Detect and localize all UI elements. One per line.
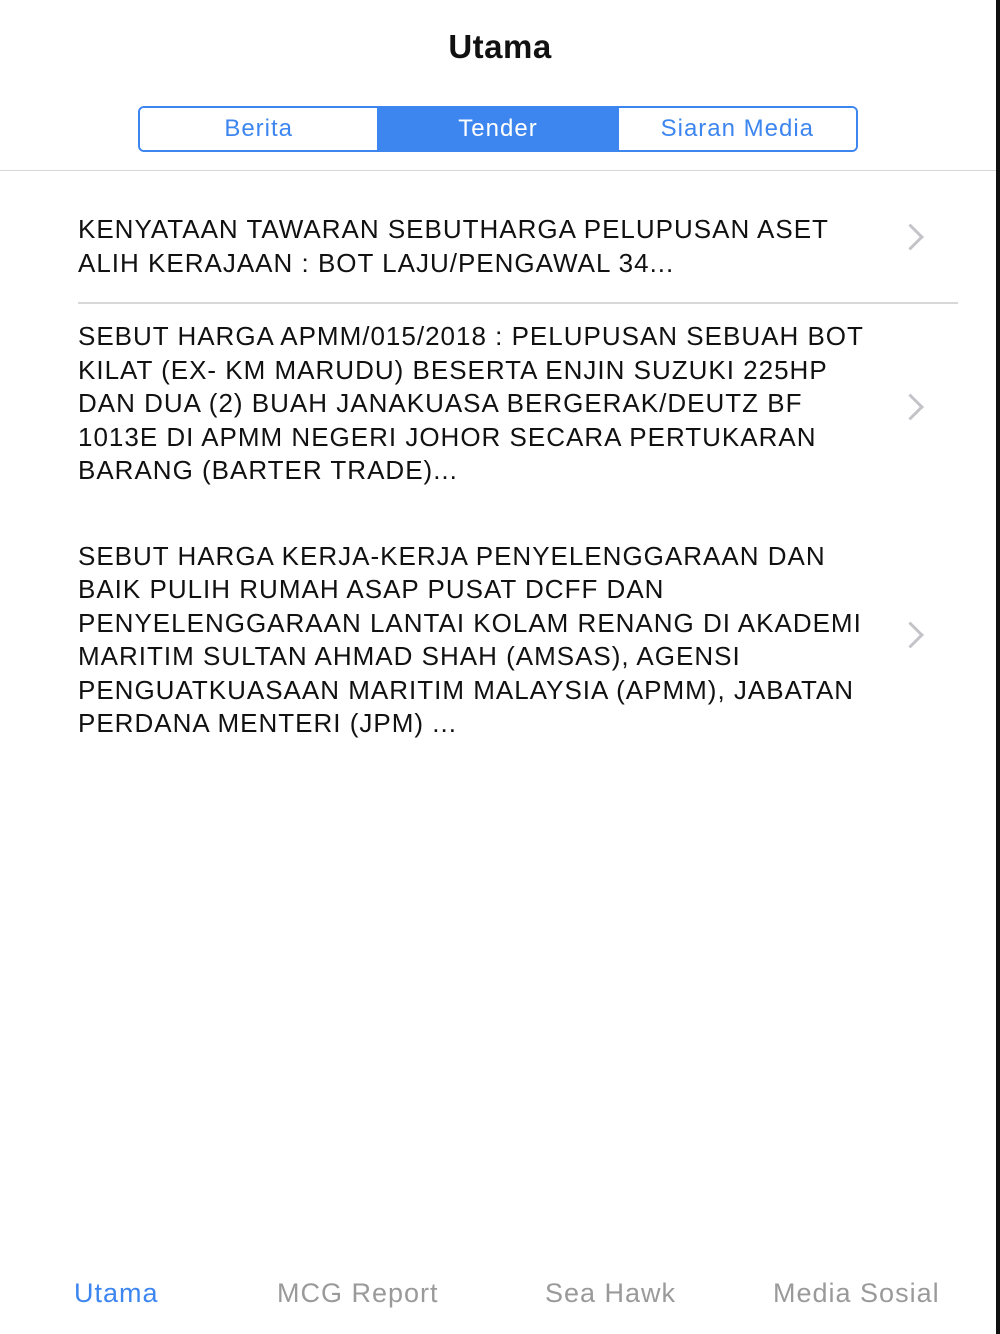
tab-mcg-report[interactable]: MCG Report bbox=[277, 1278, 439, 1308]
navigation-bar bbox=[0, 0, 1000, 171]
tab-sea-hawk[interactable]: Sea Hawk bbox=[545, 1278, 677, 1308]
list-item[interactable] bbox=[78, 510, 958, 761]
list-item-text: SEBUT HARGA KERJA-KERJA PENYELENGGARAAN DAN BAIK PULIH RUMAH ASAP PUSAT DCFF DAN PENYELENGGARAAN LANTAI KOLAM RENANG DI AKADEMI MARITIM SULTAN AHMAD SHAH (AMSAS), AGENSI PENGUATKUASAAN MARITIM MALAYSIA (APMM), JABATAN PERDANA MENTERI (JPM) ... bbox=[78, 540, 862, 738]
list-item[interactable] bbox=[78, 304, 958, 510]
list-item-text: SEBUT HARGA APMM/015/2018 : PELUPUSAN SEBUAH BOT KILAT (EX- KM MARUDU) BESERTA ENJIN SUZUKI 225HP DAN DUA (2) BUAH JANAKUASA BERGERAK/DEUTZ BF 1013E DI APMM NEGERI JOHOR SECARA PERTUKARAN BARANG (BARTER TRADE)... bbox=[78, 321, 864, 485]
chevron-right-icon bbox=[897, 622, 924, 649]
window-edge bbox=[996, 0, 1000, 1334]
segment-siaran-media[interactable]: Siaran Media bbox=[617, 108, 856, 150]
tab-utama[interactable]: Utama bbox=[74, 1278, 159, 1308]
tender-list bbox=[0, 171, 1000, 761]
segment-tender[interactable]: Tender bbox=[377, 108, 616, 150]
list-item[interactable] bbox=[78, 171, 958, 304]
segmented-control bbox=[138, 106, 858, 152]
chevron-right-icon bbox=[897, 223, 924, 250]
tab-bar bbox=[0, 1264, 1000, 1334]
chevron-right-icon bbox=[897, 393, 924, 420]
tab-media-sosial[interactable]: Media Sosial bbox=[773, 1278, 940, 1308]
segment-berita[interactable]: Berita bbox=[140, 108, 377, 150]
list-item-text: KENYATAAN TAWARAN SEBUTHARGA PELUPUSAN ASET ALIH KERAJAAN : BOT LAJU/PENGAWAL 34... bbox=[78, 214, 829, 278]
page-title: Utama bbox=[448, 28, 552, 65]
